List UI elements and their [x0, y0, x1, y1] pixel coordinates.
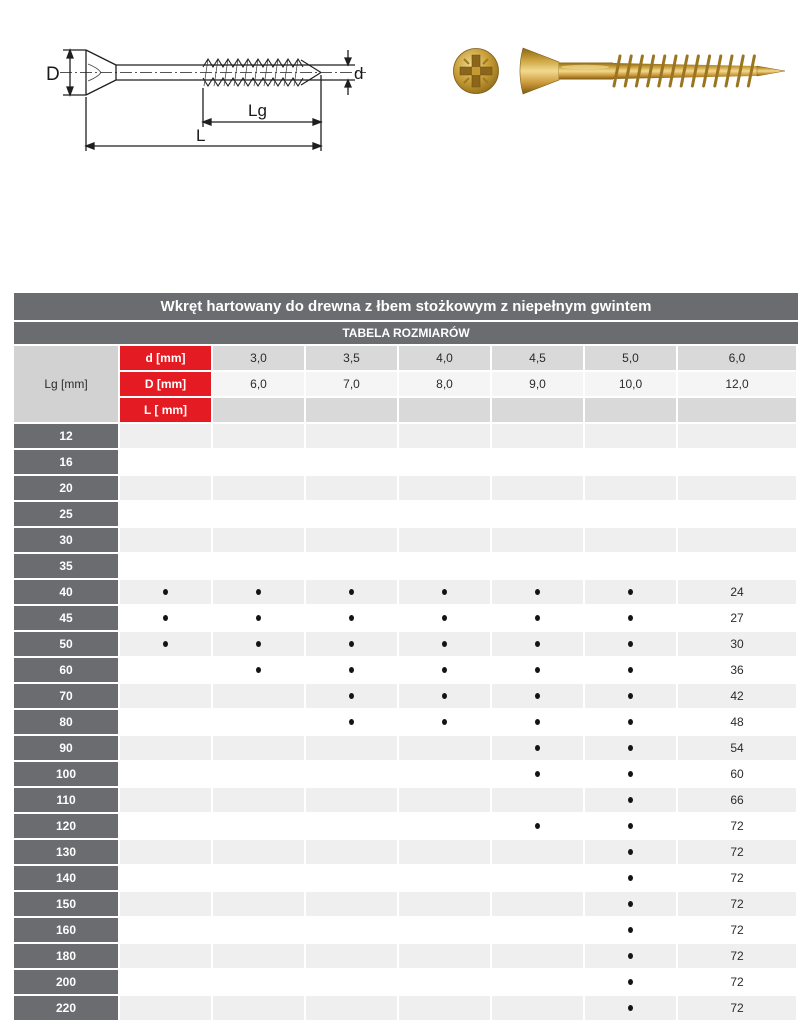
- availability-cell: [213, 762, 304, 786]
- availability-cell: [585, 762, 676, 786]
- table-subtitle: TABELA ROZMIARÓW: [14, 322, 798, 344]
- lg-value-cell: 72: [678, 918, 796, 942]
- availability-cell: [306, 606, 397, 630]
- availability-cell: [120, 788, 211, 812]
- availability-cell: [306, 502, 397, 526]
- availability-cell: [213, 554, 304, 578]
- lg-value-cell: 60: [678, 762, 796, 786]
- availability-dot: [349, 667, 354, 673]
- size-row-label: 160: [14, 918, 118, 942]
- availability-cell: [585, 528, 676, 552]
- availability-cell: [399, 476, 490, 500]
- availability-dot: [256, 667, 261, 673]
- availability-cell: [306, 580, 397, 604]
- availability-cell: [585, 632, 676, 656]
- L-empty-cell: [399, 398, 490, 422]
- availability-cell: [120, 996, 211, 1020]
- availability-cell: [399, 502, 490, 526]
- availability-cell: [213, 684, 304, 708]
- availability-cell: [399, 996, 490, 1020]
- size-row-label: 45: [14, 606, 118, 630]
- availability-cell: [120, 632, 211, 656]
- size-row-label: 90: [14, 736, 118, 760]
- availability-cell: [399, 944, 490, 968]
- availability-cell: [399, 580, 490, 604]
- dimension-Lg: [203, 75, 321, 127]
- availability-dot: [349, 693, 354, 699]
- availability-cell: [399, 762, 490, 786]
- d-value-cell: 5,0: [585, 346, 676, 370]
- availability-cell: [306, 450, 397, 474]
- availability-dot: [628, 953, 633, 959]
- lg-value-cell: 72: [678, 866, 796, 890]
- availability-dot: [628, 667, 633, 673]
- availability-cell: [120, 424, 211, 448]
- availability-cell: [492, 528, 583, 552]
- availability-cell: [399, 892, 490, 916]
- availability-cell: [213, 736, 304, 760]
- d-value-cell: 4,0: [399, 346, 490, 370]
- availability-cell: [585, 970, 676, 994]
- availability-cell: [492, 710, 583, 734]
- lg-value-cell: 72: [678, 996, 796, 1020]
- size-row-label: 80: [14, 710, 118, 734]
- availability-cell: [306, 736, 397, 760]
- availability-cell: [492, 918, 583, 942]
- availability-cell: [399, 970, 490, 994]
- availability-cell: [120, 840, 211, 864]
- availability-cell: [120, 580, 211, 604]
- lg-value-cell: 72: [678, 944, 796, 968]
- availability-cell: [120, 658, 211, 682]
- availability-cell: [120, 606, 211, 630]
- availability-dot: [535, 641, 540, 647]
- lg-value-cell: [678, 424, 796, 448]
- lg-value-cell: 30: [678, 632, 796, 656]
- availability-cell: [399, 814, 490, 838]
- availability-cell: [399, 866, 490, 890]
- availability-dot: [535, 615, 540, 621]
- availability-dot: [628, 745, 633, 751]
- availability-cell: [492, 814, 583, 838]
- lg-value-cell: 42: [678, 684, 796, 708]
- availability-cell: [492, 840, 583, 864]
- size-grid: [14, 346, 798, 1020]
- availability-cell: [213, 840, 304, 864]
- D-value-cell: 12,0: [678, 372, 796, 396]
- size-row-label: 30: [14, 528, 118, 552]
- lg-value-cell: [678, 502, 796, 526]
- availability-cell: [306, 658, 397, 682]
- D-value-cell: 10,0: [585, 372, 676, 396]
- lg-value-cell: 54: [678, 736, 796, 760]
- size-table: [14, 293, 798, 1020]
- lg-value-cell: 72: [678, 970, 796, 994]
- availability-dot: [349, 615, 354, 621]
- lg-value-cell: [678, 528, 796, 552]
- size-row-label: 50: [14, 632, 118, 656]
- availability-dot: [442, 641, 447, 647]
- L-empty-cell: [213, 398, 304, 422]
- availability-dot: [628, 797, 633, 803]
- d-value-cell: 4,5: [492, 346, 583, 370]
- availability-cell: [399, 632, 490, 656]
- availability-dot: [628, 901, 633, 907]
- size-row-label: 16: [14, 450, 118, 474]
- availability-cell: [120, 736, 211, 760]
- availability-cell: [120, 450, 211, 474]
- size-row-label: 220: [14, 996, 118, 1020]
- D-value-cell: 9,0: [492, 372, 583, 396]
- availability-cell: [213, 892, 304, 916]
- label-Lg: Lg: [248, 101, 267, 120]
- d-value-cell: 3,5: [306, 346, 397, 370]
- availability-cell: [585, 788, 676, 812]
- row-label-L: L [ mm]: [120, 398, 211, 422]
- availability-dot: [628, 693, 633, 699]
- availability-cell: [399, 918, 490, 942]
- label-D: D: [46, 64, 60, 85]
- availability-cell: [306, 710, 397, 734]
- availability-cell: [492, 450, 583, 474]
- table-title: Wkręt hartowany do drewna z łbem stożkowym z niepełnym gwintem: [14, 293, 798, 320]
- availability-cell: [306, 788, 397, 812]
- availability-cell: [120, 554, 211, 578]
- availability-cell: [120, 684, 211, 708]
- availability-cell: [306, 866, 397, 890]
- availability-cell: [399, 606, 490, 630]
- availability-dot: [535, 719, 540, 725]
- availability-dot: [163, 615, 168, 621]
- technical-drawing: [8, 0, 408, 170]
- availability-cell: [492, 554, 583, 578]
- availability-cell: [585, 580, 676, 604]
- size-row-label: 130: [14, 840, 118, 864]
- size-row-label: 12: [14, 424, 118, 448]
- availability-cell: [120, 944, 211, 968]
- availability-cell: [399, 424, 490, 448]
- availability-dot: [628, 927, 633, 933]
- label-L: L: [196, 126, 206, 145]
- availability-cell: [585, 736, 676, 760]
- availability-cell: [585, 476, 676, 500]
- availability-cell: [585, 684, 676, 708]
- availability-cell: [399, 528, 490, 552]
- L-empty-cell: [678, 398, 796, 422]
- availability-cell: [585, 866, 676, 890]
- availability-dot: [535, 693, 540, 699]
- availability-cell: [120, 918, 211, 942]
- availability-cell: [399, 684, 490, 708]
- size-row-label: 140: [14, 866, 118, 890]
- availability-dot: [256, 589, 261, 595]
- availability-cell: [306, 840, 397, 864]
- availability-cell: [492, 658, 583, 682]
- availability-cell: [120, 970, 211, 994]
- D-value-cell: 8,0: [399, 372, 490, 396]
- lg-value-cell: 66: [678, 788, 796, 812]
- lg-value-cell: 72: [678, 892, 796, 916]
- availability-cell: [213, 658, 304, 682]
- size-row-label: 100: [14, 762, 118, 786]
- availability-cell: [585, 892, 676, 916]
- availability-cell: [120, 866, 211, 890]
- availability-cell: [585, 554, 676, 578]
- size-row-label: 200: [14, 970, 118, 994]
- availability-cell: [585, 450, 676, 474]
- size-row-label: 35: [14, 554, 118, 578]
- lg-value-cell: [678, 554, 796, 578]
- availability-cell: [213, 450, 304, 474]
- availability-dot: [163, 641, 168, 647]
- size-row-label: 150: [14, 892, 118, 916]
- size-row-label: 70: [14, 684, 118, 708]
- size-row-label: 40: [14, 580, 118, 604]
- d-value-cell: 6,0: [678, 346, 796, 370]
- availability-cell: [213, 814, 304, 838]
- L-empty-cell: [492, 398, 583, 422]
- availability-cell: [306, 762, 397, 786]
- availability-dot: [442, 615, 447, 621]
- availability-cell: [213, 580, 304, 604]
- availability-cell: [585, 814, 676, 838]
- availability-cell: [492, 762, 583, 786]
- lg-value-cell: 27: [678, 606, 796, 630]
- row-label-d: d [mm]: [120, 346, 211, 370]
- availability-cell: [492, 866, 583, 890]
- lg-column-header: Lg [mm]: [14, 346, 118, 422]
- availability-cell: [399, 736, 490, 760]
- availability-dot: [628, 719, 633, 725]
- availability-dot: [628, 849, 633, 855]
- availability-dot: [442, 667, 447, 673]
- availability-cell: [213, 970, 304, 994]
- availability-cell: [492, 970, 583, 994]
- availability-cell: [492, 684, 583, 708]
- product-photo-screw: [435, 28, 805, 128]
- lg-value-cell: 72: [678, 840, 796, 864]
- row-label-D: D [mm]: [120, 372, 211, 396]
- availability-cell: [213, 996, 304, 1020]
- availability-cell: [120, 892, 211, 916]
- availability-cell: [399, 710, 490, 734]
- availability-dot: [349, 589, 354, 595]
- availability-cell: [492, 580, 583, 604]
- availability-dot: [628, 979, 633, 985]
- availability-cell: [306, 554, 397, 578]
- availability-cell: [492, 424, 583, 448]
- availability-cell: [492, 892, 583, 916]
- availability-cell: [306, 632, 397, 656]
- availability-cell: [306, 528, 397, 552]
- availability-dot: [628, 1005, 633, 1011]
- availability-dot: [535, 745, 540, 751]
- D-value-cell: 6,0: [213, 372, 304, 396]
- D-value-cell: 7,0: [306, 372, 397, 396]
- availability-cell: [213, 424, 304, 448]
- availability-dot: [535, 589, 540, 595]
- availability-cell: [120, 762, 211, 786]
- L-empty-cell: [585, 398, 676, 422]
- availability-cell: [120, 814, 211, 838]
- availability-cell: [213, 866, 304, 890]
- availability-cell: [120, 528, 211, 552]
- availability-cell: [213, 944, 304, 968]
- lg-value-cell: 48: [678, 710, 796, 734]
- availability-cell: [492, 502, 583, 526]
- lg-value-cell: 24: [678, 580, 796, 604]
- availability-cell: [306, 944, 397, 968]
- screw-head-top-view: [454, 49, 499, 94]
- size-row-label: 20: [14, 476, 118, 500]
- availability-dot: [442, 719, 447, 725]
- availability-cell: [585, 944, 676, 968]
- availability-cell: [213, 502, 304, 526]
- lg-value-cell: 36: [678, 658, 796, 682]
- lg-value-cell: [678, 476, 796, 500]
- availability-cell: [585, 658, 676, 682]
- availability-dot: [628, 875, 633, 881]
- availability-dot: [628, 823, 633, 829]
- size-row-label: 120: [14, 814, 118, 838]
- availability-dot: [628, 615, 633, 621]
- availability-dot: [163, 589, 168, 595]
- lg-value-cell: 72: [678, 814, 796, 838]
- availability-dot: [535, 771, 540, 777]
- availability-cell: [492, 996, 583, 1020]
- L-empty-cell: [306, 398, 397, 422]
- size-row-label: 110: [14, 788, 118, 812]
- availability-cell: [213, 606, 304, 630]
- availability-cell: [492, 736, 583, 760]
- availability-dot: [628, 771, 633, 777]
- availability-cell: [213, 918, 304, 942]
- availability-dot: [349, 641, 354, 647]
- availability-cell: [399, 658, 490, 682]
- availability-cell: [585, 918, 676, 942]
- availability-dot: [628, 641, 633, 647]
- availability-cell: [492, 788, 583, 812]
- availability-cell: [492, 944, 583, 968]
- availability-dot: [256, 641, 261, 647]
- availability-cell: [399, 788, 490, 812]
- availability-cell: [306, 918, 397, 942]
- availability-cell: [306, 476, 397, 500]
- availability-cell: [213, 710, 304, 734]
- size-row-label: 25: [14, 502, 118, 526]
- availability-cell: [213, 476, 304, 500]
- size-row-label: 60: [14, 658, 118, 682]
- availability-dot: [256, 615, 261, 621]
- availability-cell: [585, 606, 676, 630]
- availability-cell: [306, 996, 397, 1020]
- availability-cell: [492, 606, 583, 630]
- availability-cell: [585, 502, 676, 526]
- availability-cell: [585, 710, 676, 734]
- availability-cell: [120, 710, 211, 734]
- screw-side-view: [520, 48, 785, 94]
- availability-dot: [535, 667, 540, 673]
- availability-cell: [399, 554, 490, 578]
- availability-cell: [399, 840, 490, 864]
- availability-dot: [535, 823, 540, 829]
- availability-cell: [306, 892, 397, 916]
- availability-cell: [213, 788, 304, 812]
- availability-cell: [585, 996, 676, 1020]
- availability-cell: [492, 632, 583, 656]
- lg-value-cell: [678, 450, 796, 474]
- availability-dot: [442, 693, 447, 699]
- availability-cell: [213, 528, 304, 552]
- availability-cell: [585, 424, 676, 448]
- size-row-label: 180: [14, 944, 118, 968]
- label-d: d: [354, 64, 364, 83]
- availability-cell: [306, 684, 397, 708]
- availability-cell: [306, 970, 397, 994]
- availability-cell: [120, 476, 211, 500]
- availability-cell: [306, 814, 397, 838]
- availability-dot: [442, 589, 447, 595]
- d-value-cell: 3,0: [213, 346, 304, 370]
- availability-cell: [306, 424, 397, 448]
- availability-cell: [492, 476, 583, 500]
- availability-dot: [628, 589, 633, 595]
- availability-cell: [585, 840, 676, 864]
- availability-cell: [399, 450, 490, 474]
- availability-cell: [213, 632, 304, 656]
- availability-cell: [120, 502, 211, 526]
- availability-dot: [349, 719, 354, 725]
